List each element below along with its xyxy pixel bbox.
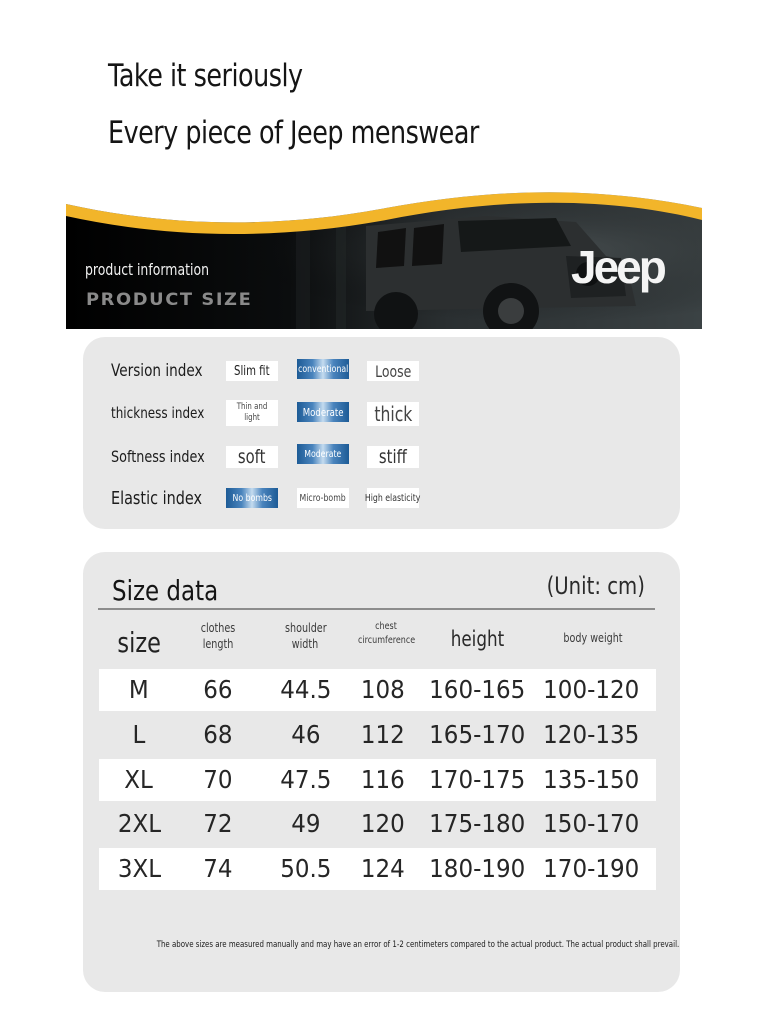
column-header-chest-circumference: chest circumference: [358, 621, 416, 646]
table-row: XL 70 47.5 116 170-175 135-150: [99, 759, 656, 801]
banner-subtitle: product information: [85, 260, 209, 279]
index-row-softness: [83, 443, 680, 473]
option-slim-fit: Slim fit: [226, 361, 278, 381]
measurement-disclaimer: The above sizes are measured manually and may have an error of 1-2 centimeters compared to the actual product. The actual product shall prevail.: [156, 940, 680, 950]
index-label: Softness index: [111, 447, 205, 466]
option-no-bombs-selected: No bombs: [226, 488, 278, 508]
unit-label: (Unit: cm): [546, 572, 645, 600]
size-data-panel: [83, 552, 680, 992]
column-header-clothes-length: clothes length: [200, 621, 236, 652]
option-thick: thick: [367, 402, 419, 426]
option-moderate-selected: Moderate: [297, 402, 349, 422]
column-header-body-weight: body weight: [563, 631, 623, 645]
column-header-shoulder-width: shoulder width: [285, 621, 327, 652]
index-row-thickness: [83, 399, 680, 429]
table-row: 2XL 72 49 120 175-180 150-170: [117, 809, 640, 838]
product-banner: [66, 186, 702, 329]
index-row-elastic: [83, 485, 680, 515]
index-row-version: [83, 357, 680, 387]
option-stiff: stiff: [367, 446, 419, 468]
column-header-size: size: [117, 626, 161, 659]
jeep-logo: Jeep: [571, 241, 664, 293]
index-label: Elastic index: [111, 488, 202, 509]
size-data-title: Size data: [112, 574, 219, 607]
headline-1: Take it seriously: [108, 58, 303, 94]
table-row: L 68 46 112 165-170 120-135: [132, 720, 640, 749]
column-header-height: height: [450, 627, 504, 651]
headline-2: Every piece of Jeep menswear: [108, 115, 479, 151]
banner-title: PRODUCT SIZE: [86, 290, 253, 310]
index-label: Version index: [111, 361, 203, 381]
table-row: M 66 44.5 108 160-165 100-120: [99, 669, 656, 711]
fabric-index-panel: [83, 337, 680, 529]
option-thin-and-light: Thin and light: [226, 400, 278, 426]
option-soft: soft: [226, 446, 278, 468]
title-divider: [98, 608, 655, 610]
table-row: 3XL 74 50.5 124 180-190 170-190: [99, 848, 656, 890]
option-loose: Loose: [367, 361, 419, 381]
option-high-elasticity: High elasticity: [367, 488, 419, 508]
option-moderate-selected: Moderate: [297, 444, 349, 464]
index-label: thickness index: [111, 404, 205, 422]
option-conventional-selected: conventional: [297, 359, 349, 379]
option-micro-bomb: Micro-bomb: [297, 488, 349, 508]
